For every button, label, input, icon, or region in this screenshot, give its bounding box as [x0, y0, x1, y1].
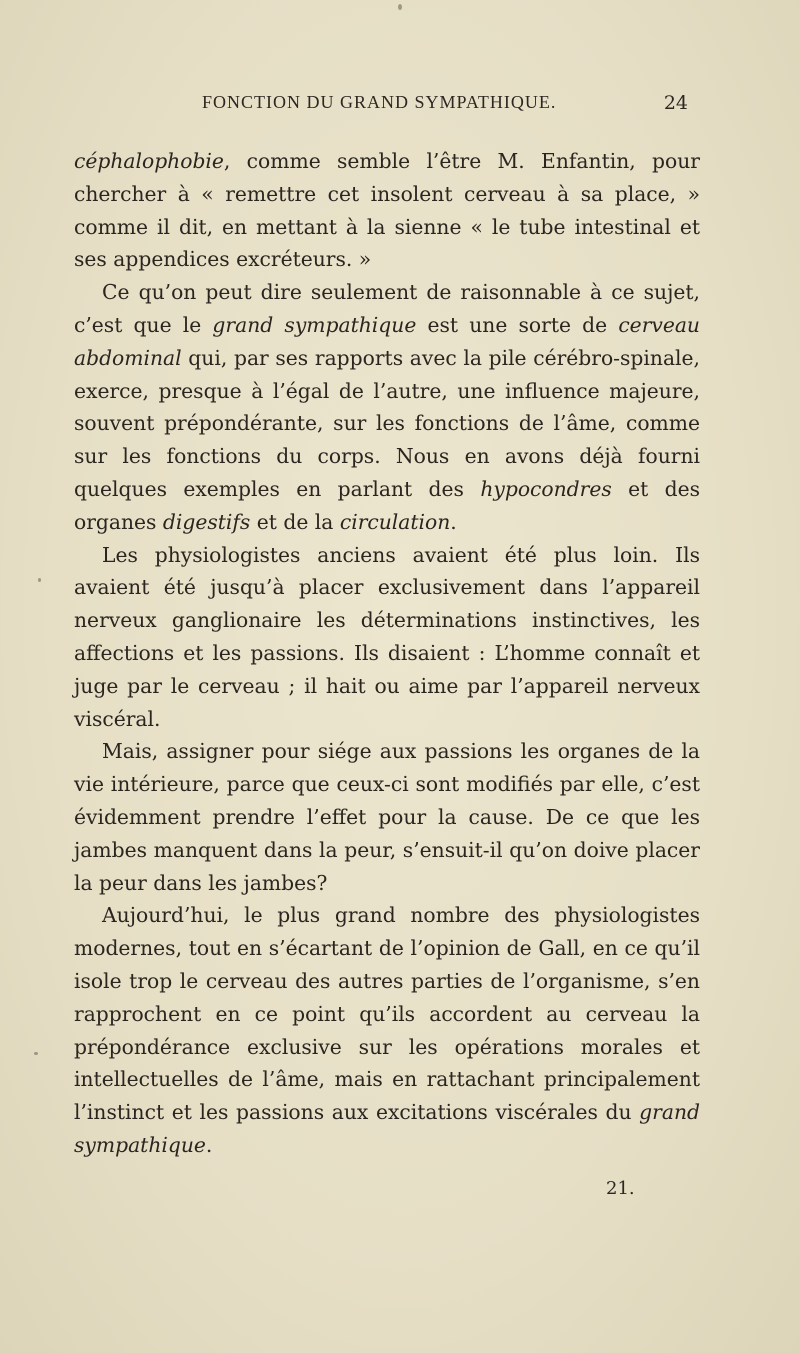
- italic-text: hypocondres: [480, 476, 612, 501]
- text-run: Les physiologistes anciens avaient été plus loin. Ils avaient été jusqu’à placer exclusivement dans l’appareil nerveux ganglionaire les déterminations instinctives, les affections et les passions. Ils disaient : L’homme connaît et juge par le cerveau ; il hait ou aime par l’appareil nerveux viscéral.: [74, 542, 700, 731]
- italic-text: grand sympathique: [74, 1100, 700, 1157]
- italic-text: grand sympathique: [212, 312, 417, 337]
- text-run: et des organes: [74, 476, 700, 534]
- ink-speck: [34, 1052, 38, 1055]
- running-header: [74, 92, 696, 120]
- text-run: et de la: [250, 509, 340, 534]
- italic-text: céphalophobie: [74, 149, 224, 173]
- paragraph: [74, 899, 700, 1161]
- text-run: Aujourd’hui, le plus grand nombre des physiologistes modernes, tout en s’écartant de l’opinion de Gall, en ce qu’il isole trop le cerveau des autres parties de l’organisme, s’en rapprochent en ce point qu’ils accordent au cerveau la prépondérance exclusive sur les opérations morales et intellectuelles de l’âme, mais en rattachant principalement l’instinct et les passions aux excitations viscérales du: [74, 903, 700, 1125]
- paragraph: [74, 276, 700, 538]
- text-run: , comme semble l’être M. Enfantin, pour chercher à « remettre cet insolent cerveau à sa place, » comme il dit, en mettant à la sienne « le tube intestinal et ses appendices excréteurs. »: [74, 149, 700, 272]
- text-run: .: [205, 1132, 213, 1157]
- text-run: Ce qu’on peut dire seulement de raisonnable à ce sujet, c’est que le: [74, 280, 700, 337]
- page-number: 24: [663, 92, 688, 114]
- ink-speck: [38, 578, 41, 582]
- italic-text: circulation: [339, 509, 451, 534]
- text-run: Mais, assigner pour siége aux passions les organes de la vie intérieure, parce que ceux-ci sont modifiés par elle, c’est évidemment prendre l’effet pour la cause. De ce que les jambes manquent dans la peur, s’ensuit-il qu’on doive placer la peur dans les jambes?: [74, 739, 700, 895]
- signature-mark: 21.: [606, 1178, 635, 1199]
- paragraph: [74, 539, 700, 736]
- text-run: est une sorte de: [416, 312, 619, 337]
- ink-speck: [398, 4, 402, 10]
- text-run: qui, par ses rapports avec la pile cérébro-spinale, exerce, presque à l’égal de l’autre, une influence majeure, souvent prépondérante, sur les fonctions de l’âme, comme sur les fonctions du corps. Nous en avons déjà fourni quelques exemples en parlant des: [74, 345, 700, 501]
- text-run: .: [450, 509, 457, 534]
- italic-text: cerveau abdominal: [74, 312, 700, 370]
- body-text: [74, 145, 700, 1162]
- italic-text: digestifs: [162, 509, 251, 534]
- paragraph: [74, 145, 700, 276]
- paragraph: [74, 735, 700, 899]
- running-title: FONCTION DU GRAND SYMPATHIQUE.: [202, 92, 557, 112]
